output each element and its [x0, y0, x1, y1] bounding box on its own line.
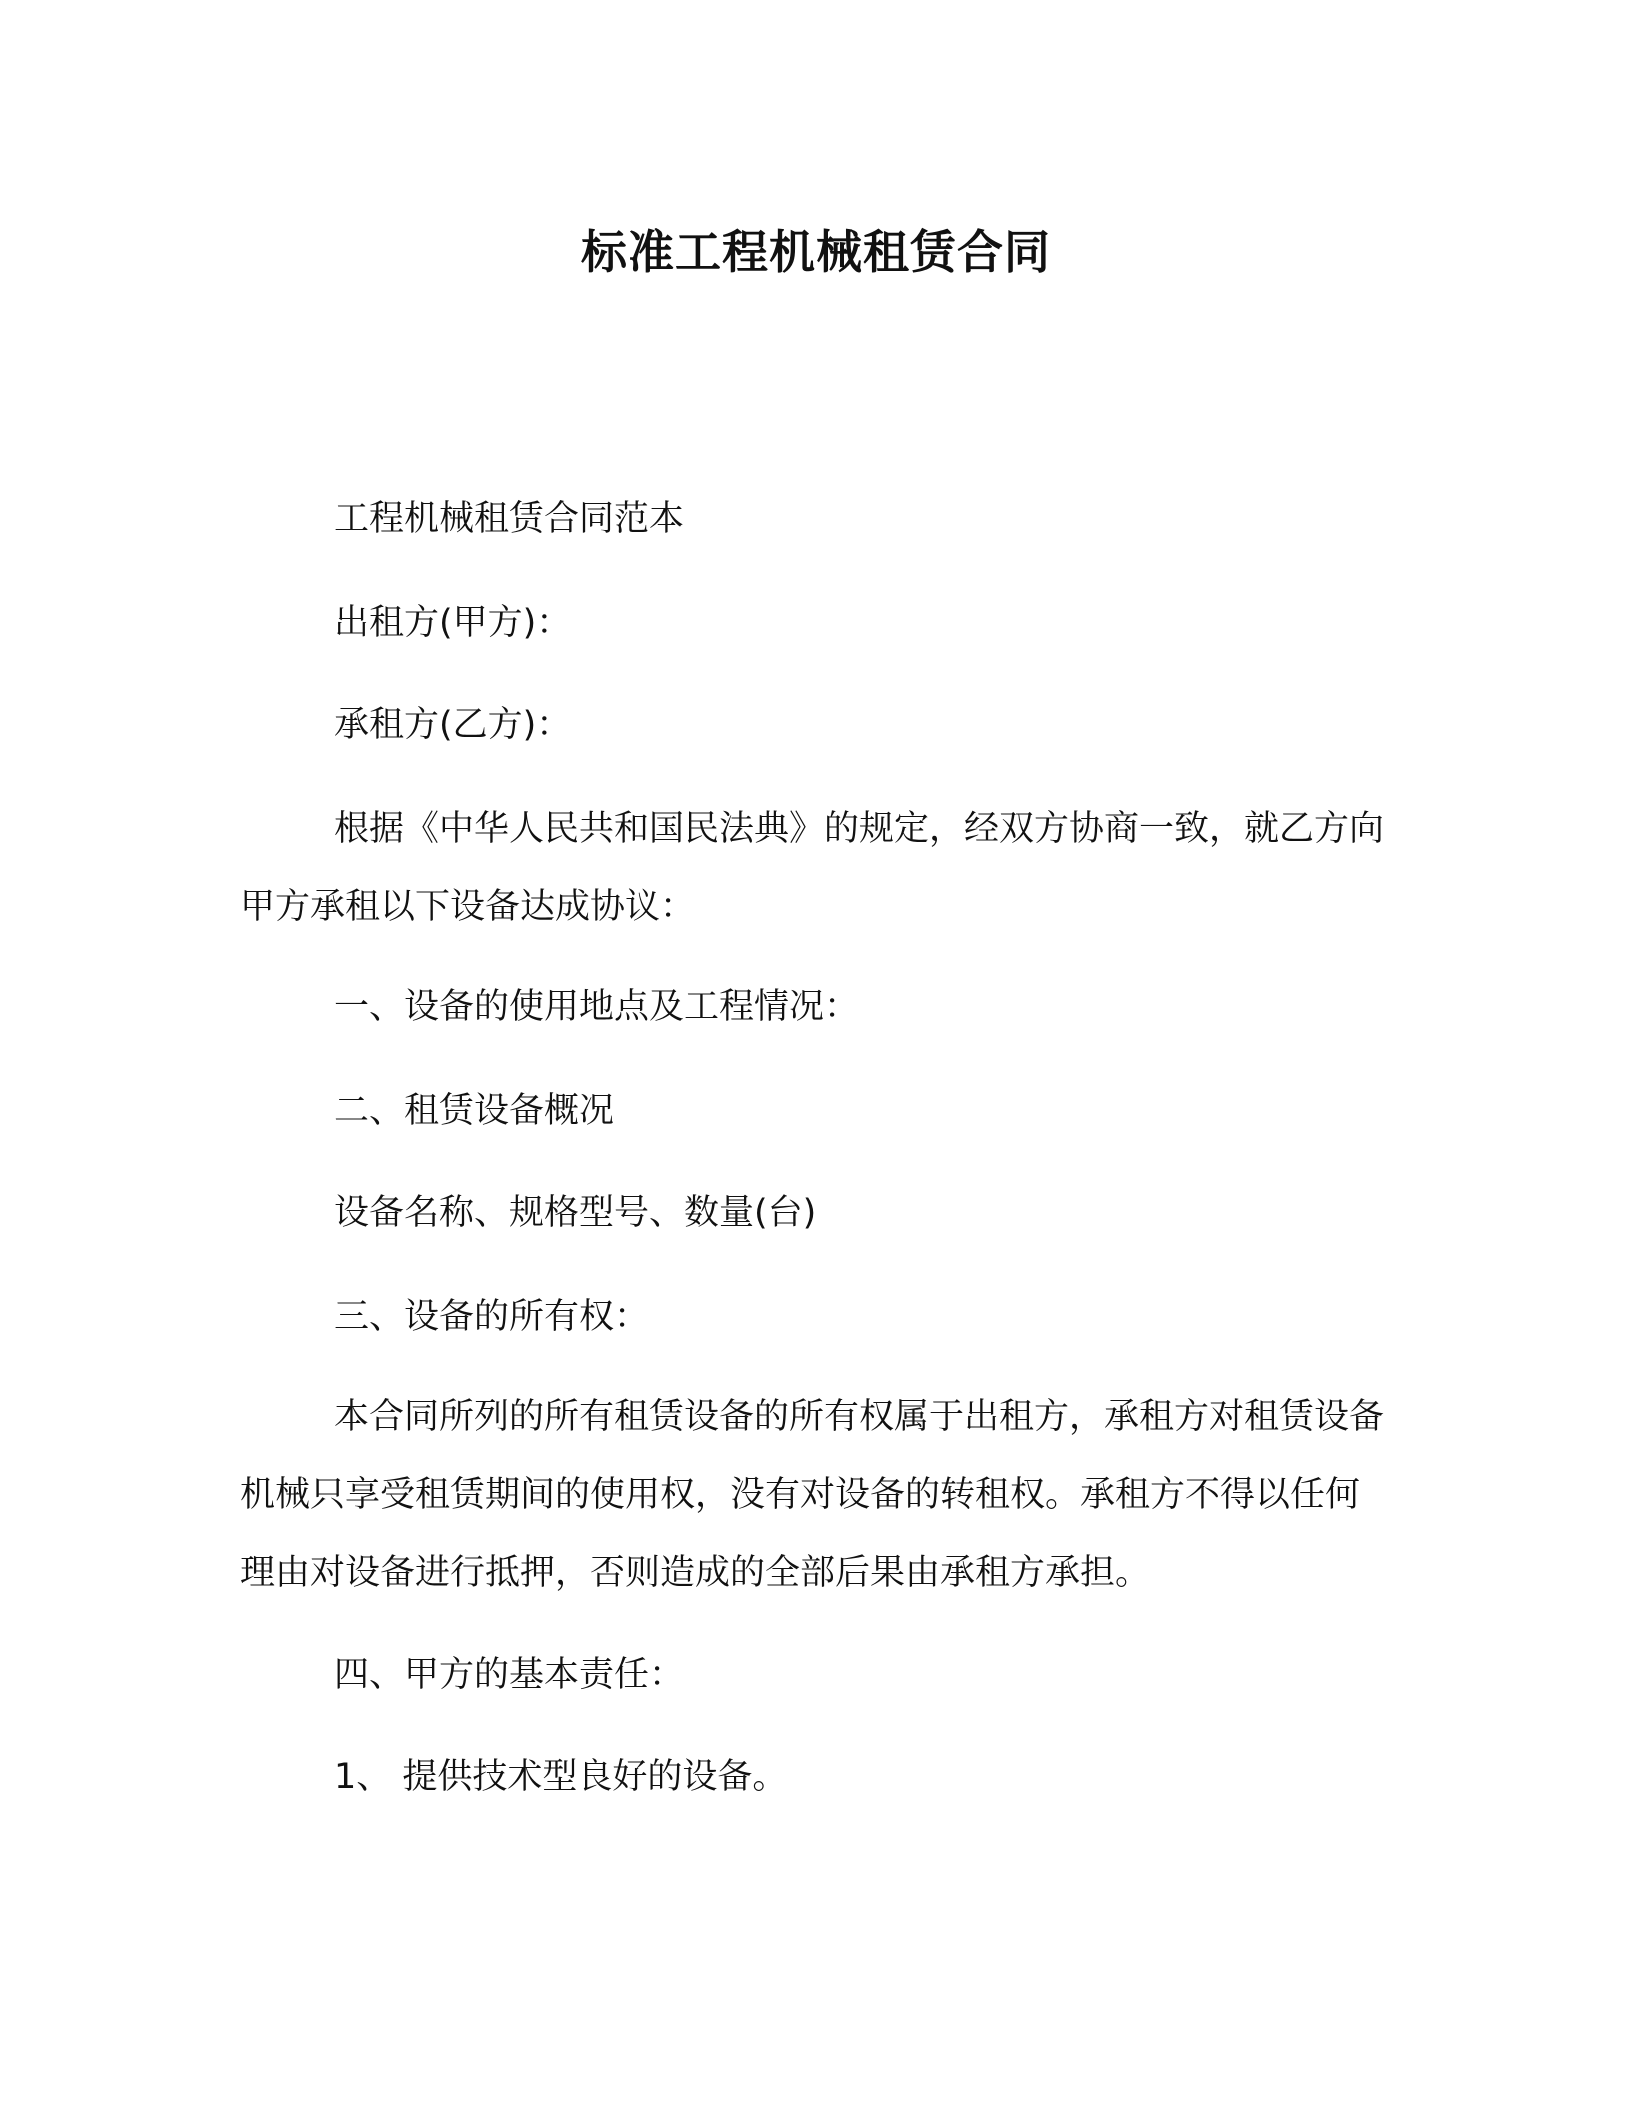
paragraph-lessee: 承租方(乙方)： [334, 705, 572, 745]
section-heading-2: 二、租赁设备概况 [334, 1091, 615, 1131]
section-heading-4: 四、甲方的基本责任： [334, 1655, 685, 1695]
paragraph-equipment-list: 设备名称、规格型号、数量(台) [334, 1193, 817, 1233]
document-title: 标准工程机械租赁合同 [581, 225, 1051, 279]
section-heading-1: 一、设备的使用地点及工程情况： [334, 987, 860, 1027]
section-heading-3: 三、设备的所有权： [334, 1297, 650, 1337]
list-item-1: 1、 提供技术型良好的设备。 [334, 1757, 788, 1797]
paragraph-subtitle: 工程机械租赁合同范本 [334, 499, 685, 539]
paragraph-lessor: 出租方(甲方)： [334, 603, 572, 643]
paragraph-basis: 根据《中华人民共和国民法典》的规定，经双方协商一致，就乙方向甲方承租以下设备达成协议： [240, 809, 1385, 927]
paragraph-ownership: 本合同所列的所有租赁设备的所有权属于出租方，承租方对租赁设备机械只享受租赁期间的使用权，没有对设备的转租权。承租方不得以任何理由对设备进行抵押，否则造成的全部后果由承租方承担。 [240, 1397, 1385, 1593]
